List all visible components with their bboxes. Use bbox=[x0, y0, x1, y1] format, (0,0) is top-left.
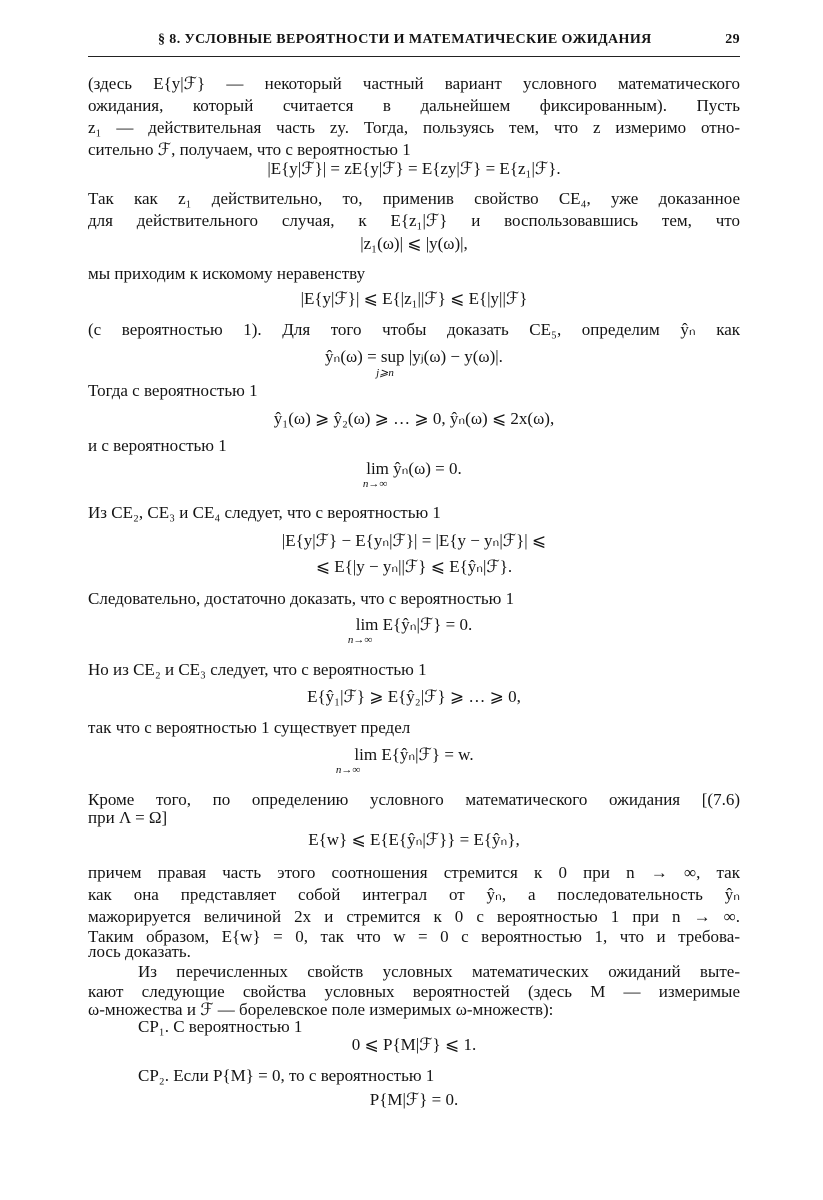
formula: |z₁(ω)| ⩽ |y(ω)|, bbox=[360, 234, 468, 253]
text-line: причем правая часть этого соотношения стремится к 0 при n → ∞, так bbox=[88, 863, 740, 882]
page-number: 29 bbox=[725, 32, 740, 47]
text-line: Кроме того, по определению условного математического ожидания [(7.6) bbox=[88, 790, 740, 809]
text-line: Следовательно, достаточно доказать, что с вероятностью 1 bbox=[88, 589, 515, 608]
formula: ⩽ E{|y − yₙ||ℱ} ⩽ E{ŷₙ|ℱ}. bbox=[315, 557, 513, 576]
text-line: лось доказать. bbox=[88, 942, 191, 961]
formula: E{w} ⩽ E{E{ŷₙ|ℱ}} = E{ŷₙ}, bbox=[308, 830, 520, 849]
text-line: сительно ℱ, получаем, что с вероятностью 1 bbox=[88, 140, 411, 159]
text-line: Из CE₂, CE₃ и CE₄ следует, что с вероятностью 1 bbox=[88, 503, 441, 522]
text-line: CP₂. Если P{M} = 0, то с вероятностью 1 bbox=[138, 1066, 435, 1085]
subscript: n→∞ bbox=[362, 478, 388, 490]
text-line: мажорируется величиной 2x и стремится к 0 с вероятностью 1 при n → ∞. bbox=[88, 907, 740, 926]
subscript: n→∞ bbox=[335, 764, 361, 776]
text-line: Так как z₁ действительно, то, применив свойство CE₄, уже доказанное bbox=[88, 189, 740, 208]
text-line: (здесь E{y|ℱ} — некоторый частный вариант условного математического bbox=[88, 74, 740, 93]
text-line: как она представляет собой интеграл от ŷₙ, а последовательность ŷₙ bbox=[88, 885, 740, 904]
formula: ŷ₁(ω) ⩾ ŷ₂(ω) ⩾ … ⩾ 0, ŷₙ(ω) ⩽ 2x(ω), bbox=[273, 409, 555, 428]
subscript: j⩾n bbox=[376, 367, 394, 379]
page-header bbox=[88, 32, 740, 48]
formula: |E{y|ℱ}| = zE{y|ℱ} = E{zy|ℱ} = E{z₁|ℱ}. bbox=[267, 159, 561, 178]
formula: lim E{ŷₙ|ℱ} = 0. bbox=[355, 615, 473, 634]
text-line: ожидания, который считается в дальнейшем фиксированным). Пусть bbox=[88, 96, 740, 115]
text-line: CP₁. С вероятностью 1 bbox=[138, 1017, 303, 1036]
formula: E{ŷ₁|ℱ} ⩾ E{ŷ₂|ℱ} ⩾ … ⩾ 0, bbox=[307, 687, 521, 706]
text-line: мы приходим к искомому неравенству bbox=[88, 264, 366, 283]
text-line: Тогда с вероятностью 1 bbox=[88, 381, 258, 400]
formula: lim E{ŷₙ|ℱ} = w. bbox=[354, 745, 474, 764]
text-line: (с вероятностью 1). Для того чтобы доказать CE₅, определим ŷₙ как bbox=[88, 320, 740, 339]
formula: lim ŷₙ(ω) = 0. bbox=[366, 459, 462, 478]
text-line: Но из CE₂ и CE₃ следует, что с вероятностью 1 bbox=[88, 660, 427, 679]
text-line: Из перечисленных свойств условных математических ожиданий выте- bbox=[138, 962, 740, 981]
header-rule bbox=[88, 56, 740, 57]
formula: ŷₙ(ω) = sup |yⱼ(ω) − y(ω)|. bbox=[325, 347, 503, 366]
section-title: § 8. УСЛОВНЫЕ ВЕРОЯТНОСТИ И МАТЕМАТИЧЕСКИЕ ОЖИДАНИЯ bbox=[158, 32, 652, 47]
formula: 0 ⩽ P{M|ℱ} ⩽ 1. bbox=[351, 1035, 477, 1054]
text-line: z₁ — действительная часть zy. Тогда, пользуясь тем, что z измеримо отно- bbox=[88, 118, 740, 137]
formula: |E{y|ℱ}| ⩽ E{|z₁||ℱ} ⩽ E{|y||ℱ} bbox=[300, 289, 528, 308]
text-line: так что с вероятностью 1 существует предел bbox=[88, 718, 411, 737]
formula: P{M|ℱ} = 0. bbox=[369, 1090, 459, 1109]
text-line: для действительного случая, к E{z₁|ℱ} и воспользовавшись тем, что bbox=[88, 211, 740, 230]
text-line: ω-множества и ℱ — борелевское поле измеримых ω-множеств): bbox=[88, 1000, 554, 1019]
text-line: и с вероятностью 1 bbox=[88, 436, 227, 455]
formula: |E{y|ℱ} − E{yₙ|ℱ}| = |E{y − yₙ|ℱ}| ⩽ bbox=[281, 531, 547, 550]
text-line: при Λ = Ω] bbox=[88, 808, 168, 827]
text-line: Таким образом, E{w} = 0, так что w = 0 с вероятностью 1, что и требова- bbox=[88, 927, 740, 946]
text-line: кают следующие свойства условных вероятностей (здесь M — измеримые bbox=[88, 982, 740, 1001]
subscript: n→∞ bbox=[347, 634, 373, 646]
